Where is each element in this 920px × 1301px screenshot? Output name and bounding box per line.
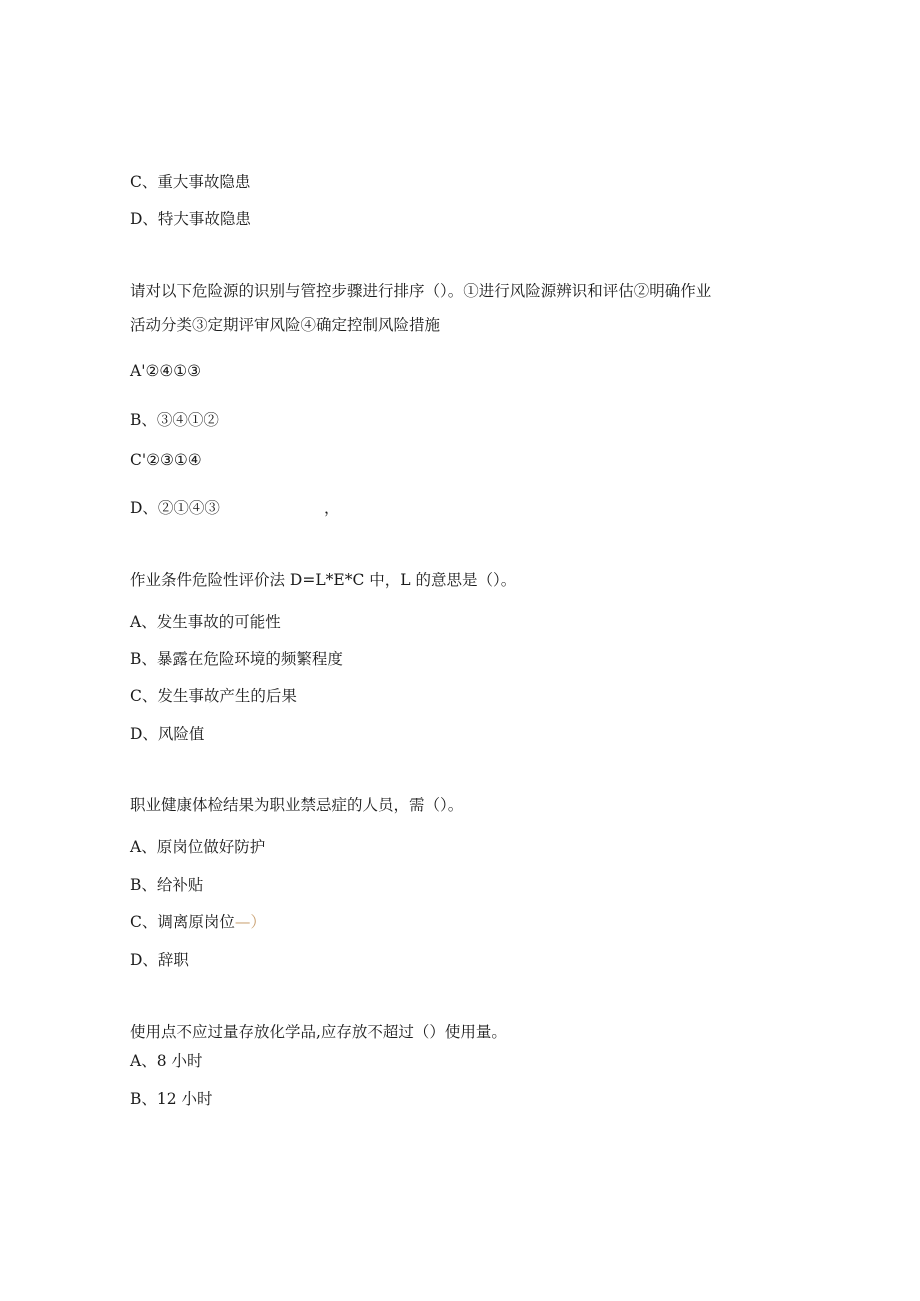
question-text: 作业条件危险性评价法 D=L*E*C 中，L 的意思是（）。 (130, 571, 517, 589)
option-c-text: C、调离原岗位 (130, 913, 235, 931)
option-b: B、③④①② (130, 411, 219, 429)
option-a: A、原岗位做好防护 (130, 838, 266, 856)
option-a: A'②④①③ (130, 362, 202, 380)
question-text: 请对以下危险源的识别与管控步骤进行排序（）。①进行风险源辨识和评估②明确作业 (130, 282, 712, 300)
option-d: D、辞职 (130, 951, 189, 969)
option-c: C、重大事故隐患 (130, 173, 251, 191)
option-d: D、风险值 (130, 725, 205, 743)
option-a: A、8 小时 (130, 1052, 203, 1070)
stray-comma-mark: ， (324, 499, 340, 517)
option-d: D、特大事故隐患 (130, 210, 251, 228)
option-d: D、②①④③ (130, 499, 220, 517)
option-c: C、发生事故产生的后果 (130, 687, 297, 705)
option-b: B、暴露在危险环境的频繁程度 (130, 650, 343, 668)
option-b: B、12 小时 (130, 1090, 213, 1108)
option-a: A、发生事故的可能性 (130, 613, 281, 631)
question-text-continued: 活动分类③定期评审风险④确定控制风险措施 (130, 316, 441, 334)
question-text: 职业健康体检结果为职业禁忌症的人员，需（）。 (130, 796, 464, 814)
option-b: B、给补贴 (130, 876, 204, 894)
option-c (130, 912, 266, 932)
question-text: 使用点不应过量存放化学品,应存放不超过（）使用量。 (130, 1023, 507, 1041)
option-c: C'②③①④ (130, 451, 202, 469)
option-c-tail: —） (234, 913, 266, 931)
